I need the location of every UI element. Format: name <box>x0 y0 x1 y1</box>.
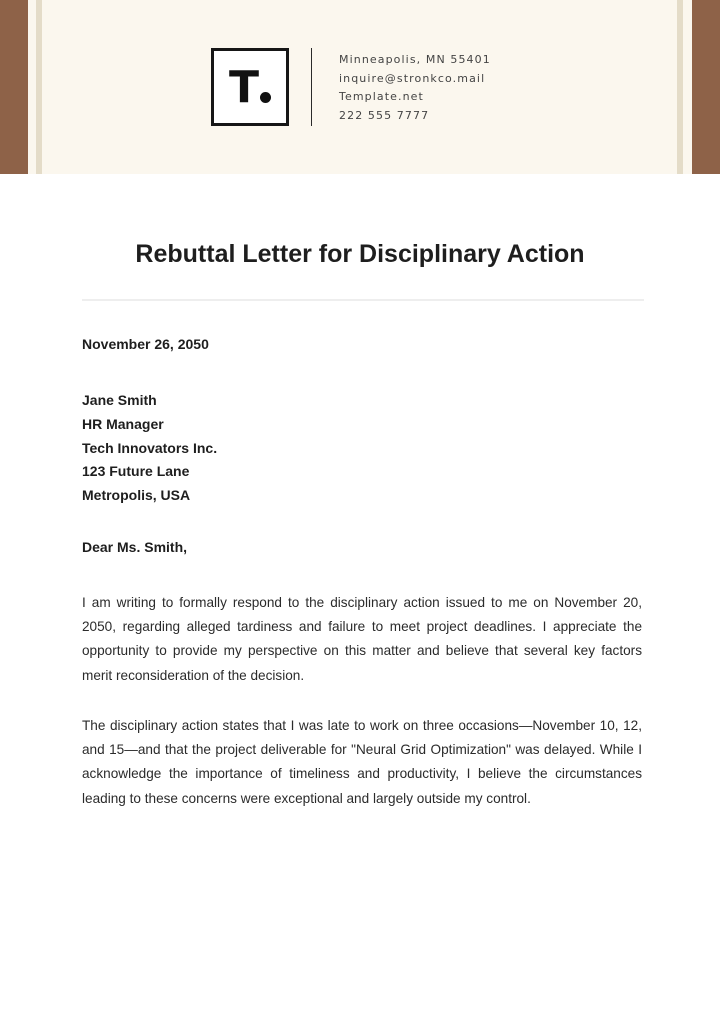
logo-letter: T <box>228 61 258 113</box>
recipient-company: Tech Innovators Inc. <box>82 439 218 456</box>
contact-block <box>339 51 491 125</box>
contact-phone: 222 555 7777 <box>339 108 430 122</box>
logo-mark <box>214 51 286 123</box>
letterhead <box>0 0 720 174</box>
recipient-city: Metropolis, USA <box>82 487 191 504</box>
title-divider <box>82 299 644 301</box>
recipient-name: Jane Smith <box>82 392 157 408</box>
right-accent-bar <box>692 0 720 174</box>
contact-address: Minneapolis, MN 55401 <box>339 53 491 66</box>
recipient-block <box>82 389 217 508</box>
letter-title: Rebuttal Letter for Disciplinary Action <box>135 240 585 268</box>
salutation: Dear Ms. Smith, <box>82 539 188 555</box>
logo-dot-icon <box>260 92 271 103</box>
company-logo <box>211 48 289 126</box>
body-paragraph-2: The disciplinary action states that I was late to work on three occasions—November 10, 12, and 15—and that the project deliverable for "Neural Grid Optimization" was delayed. While I acknowledge the importance of timeliness and productivity, I believe the circumstances leading to these concerns were exceptional and largely outside my control. <box>82 718 642 806</box>
contact-email: inquire@stronkco.mail <box>339 71 486 85</box>
recipient-street: 123 Future Lane <box>82 463 190 480</box>
contact-website: Template.net <box>339 90 424 103</box>
right-accent-line <box>677 0 683 174</box>
letter-date: November 26, 2050 <box>82 336 209 352</box>
left-accent-bar <box>0 0 28 174</box>
body-paragraph-1: I am writing to formally respond to the disciplinary action issued to me on November 20, 2050, regarding alleged tardiness and failure to meet project deadlines. I appreciate the opportunity to provide my perspective on this matter and believe that several key factors merit reconsideration of the decision. <box>82 595 642 683</box>
header-divider <box>311 48 312 126</box>
left-accent-line <box>36 0 42 174</box>
recipient-position: HR Manager <box>82 415 164 432</box>
